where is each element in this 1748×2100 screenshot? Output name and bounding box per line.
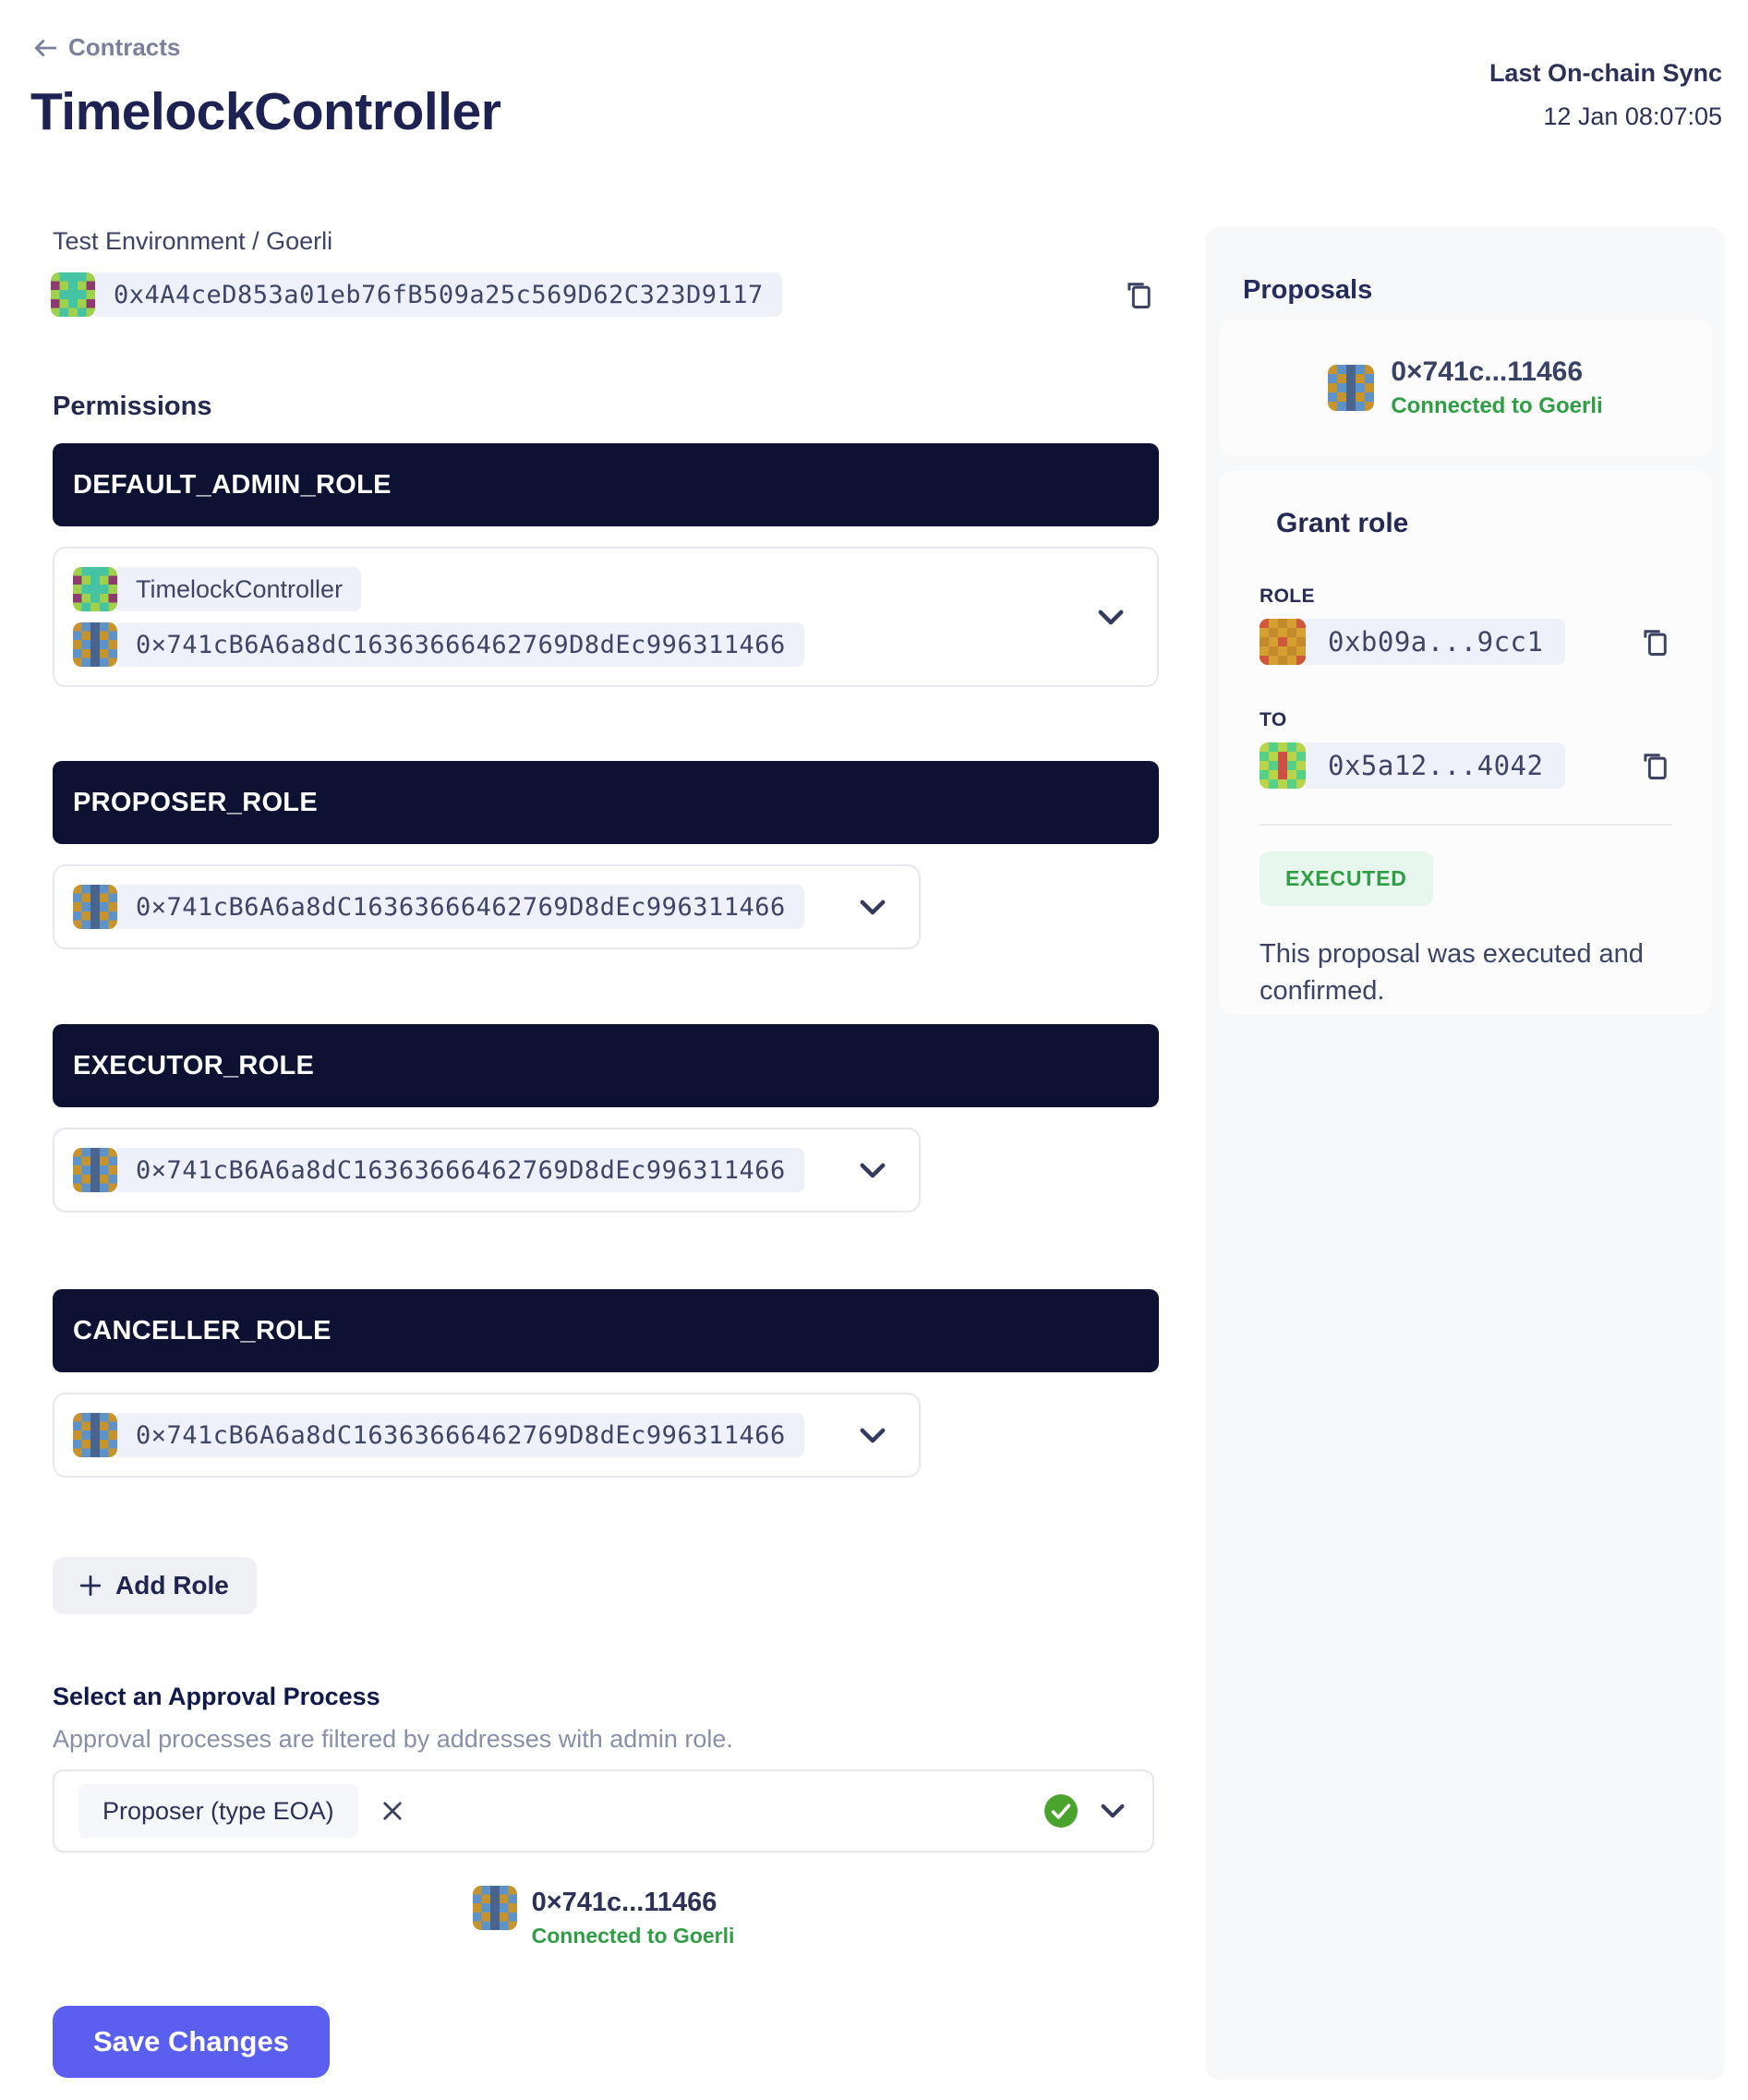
proposal-status-description: This proposal was executed and confirmed. — [1260, 939, 1644, 1007]
to-hash-chip: 0x5a12...4042 — [1306, 742, 1565, 789]
approval-process-select[interactable] — [53, 1769, 1154, 1853]
role-member-row — [73, 1148, 854, 1192]
member-avatar — [73, 1413, 117, 1457]
add-role-button[interactable] — [53, 1557, 257, 1614]
role-name-label: PROPOSER_ROLE — [73, 787, 318, 817]
chevron-down-icon[interactable] — [1101, 1804, 1125, 1818]
member-address-chip: 0×741cB6A6a8dC16363666462769D8dEc996311466 — [117, 622, 804, 667]
role-section-executor_role — [53, 1024, 1159, 1213]
role-member-row — [73, 885, 854, 929]
selected-approval-chip: Proposer (type EOA) — [78, 1784, 358, 1838]
role-members-card — [53, 1128, 921, 1213]
chevron-down-icon[interactable] — [854, 1422, 891, 1449]
proposals-panel — [1206, 227, 1725, 2080]
copy-role-hash-icon[interactable] — [1638, 625, 1671, 658]
member-avatar — [73, 885, 117, 929]
connected-account-status: Connected to Goerli — [531, 1924, 735, 1948]
add-role-label: Add Role — [115, 1571, 229, 1599]
remove-selection-icon[interactable] — [379, 1797, 406, 1825]
page-title: TimelockController — [30, 82, 501, 141]
role-members-card — [53, 547, 1159, 687]
proposals-heading: Proposals — [1243, 275, 1373, 305]
proposal-address: 0×741c...11466 — [1391, 356, 1584, 387]
member-address-chip: 0×741cB6A6a8dC16363666462769D8dEc996311466 — [117, 1148, 804, 1192]
member-avatar — [73, 567, 117, 611]
breadcrumb-contracts[interactable] — [33, 33, 180, 62]
proposal-network-status: Connected to Goerli — [1391, 393, 1603, 418]
proposal-card[interactable] — [1219, 320, 1712, 456]
approval-process-subtitle: Approval processes are filtered by addresses with admin role. — [53, 1725, 733, 1753]
proposal-status-badge: EXECUTED — [1260, 851, 1433, 906]
breadcrumb-label: Contracts — [68, 33, 181, 61]
proposal-avatar — [1328, 365, 1374, 411]
member-address-chip: 0×741cB6A6a8dC16363666462769D8dEc996311466 — [117, 885, 804, 929]
connected-account-row — [53, 1886, 1154, 1949]
role-hash-avatar — [1260, 619, 1306, 665]
connected-account-avatar — [473, 1886, 517, 1930]
contract-address-row — [51, 272, 1155, 317]
role-section-default_admin_role — [53, 443, 1159, 687]
role-hash-row — [1260, 619, 1671, 665]
role-name-label: EXECUTOR_ROLE — [73, 1050, 315, 1080]
connected-account-address: 0×741c...11466 — [531, 1888, 717, 1917]
chevron-down-icon[interactable] — [854, 894, 891, 921]
role-hash-chip: 0xb09a...9cc1 — [1306, 619, 1565, 665]
role-header — [53, 1289, 1159, 1372]
back-arrow-icon — [33, 39, 57, 57]
member-avatar — [73, 1148, 117, 1192]
role-section-proposer_role — [53, 761, 1159, 949]
environment-network-label: Test Environment / Goerli — [53, 227, 333, 255]
detail-divider — [1260, 824, 1671, 826]
role-name-label: DEFAULT_ADMIN_ROLE — [73, 469, 392, 500]
chevron-down-icon[interactable] — [854, 1157, 891, 1184]
role-member-row — [73, 622, 1092, 667]
member-name-chip: TimelockController — [117, 567, 361, 611]
last-sync-block — [1489, 59, 1722, 131]
role-header — [53, 443, 1159, 526]
save-changes-button[interactable]: Save Changes — [53, 2006, 330, 2078]
plus-icon — [80, 1575, 101, 1596]
member-avatar — [73, 622, 117, 667]
permissions-heading: Permissions — [53, 392, 212, 421]
contract-address-chip: 0x4A4ceD853a01eb76fB509a25c569D62C323D9117 — [95, 272, 782, 317]
to-hash-row — [1260, 742, 1671, 789]
member-address-chip: 0×741cB6A6a8dC16363666462769D8dEc996311466 — [117, 1413, 804, 1457]
copy-address-icon[interactable] — [1122, 278, 1155, 311]
role-name-label: CANCELLER_ROLE — [73, 1315, 332, 1346]
to-hash-avatar — [1260, 742, 1306, 789]
role-members-card — [53, 1393, 921, 1478]
chevron-down-icon[interactable] — [1092, 604, 1129, 631]
last-sync-time: 12 Jan 08:07:05 — [1543, 103, 1722, 130]
contract-avatar — [51, 272, 95, 317]
role-header — [53, 761, 1159, 844]
copy-to-hash-icon[interactable] — [1638, 749, 1671, 782]
role-header — [53, 1024, 1159, 1107]
role-field-label: ROLE — [1260, 585, 1315, 607]
to-field-label: TO — [1260, 709, 1287, 730]
proposal-action-title: Grant role — [1276, 508, 1409, 538]
role-section-canceller_role — [53, 1289, 1159, 1478]
approval-process-heading: Select an Approval Process — [53, 1683, 380, 1710]
valid-check-icon — [1043, 1793, 1079, 1828]
last-sync-label: Last On-chain Sync — [1489, 59, 1722, 87]
role-members-card — [53, 864, 921, 949]
role-member-row — [73, 1413, 854, 1457]
role-member-row — [73, 567, 1092, 611]
proposal-detail-card — [1219, 471, 1712, 1014]
